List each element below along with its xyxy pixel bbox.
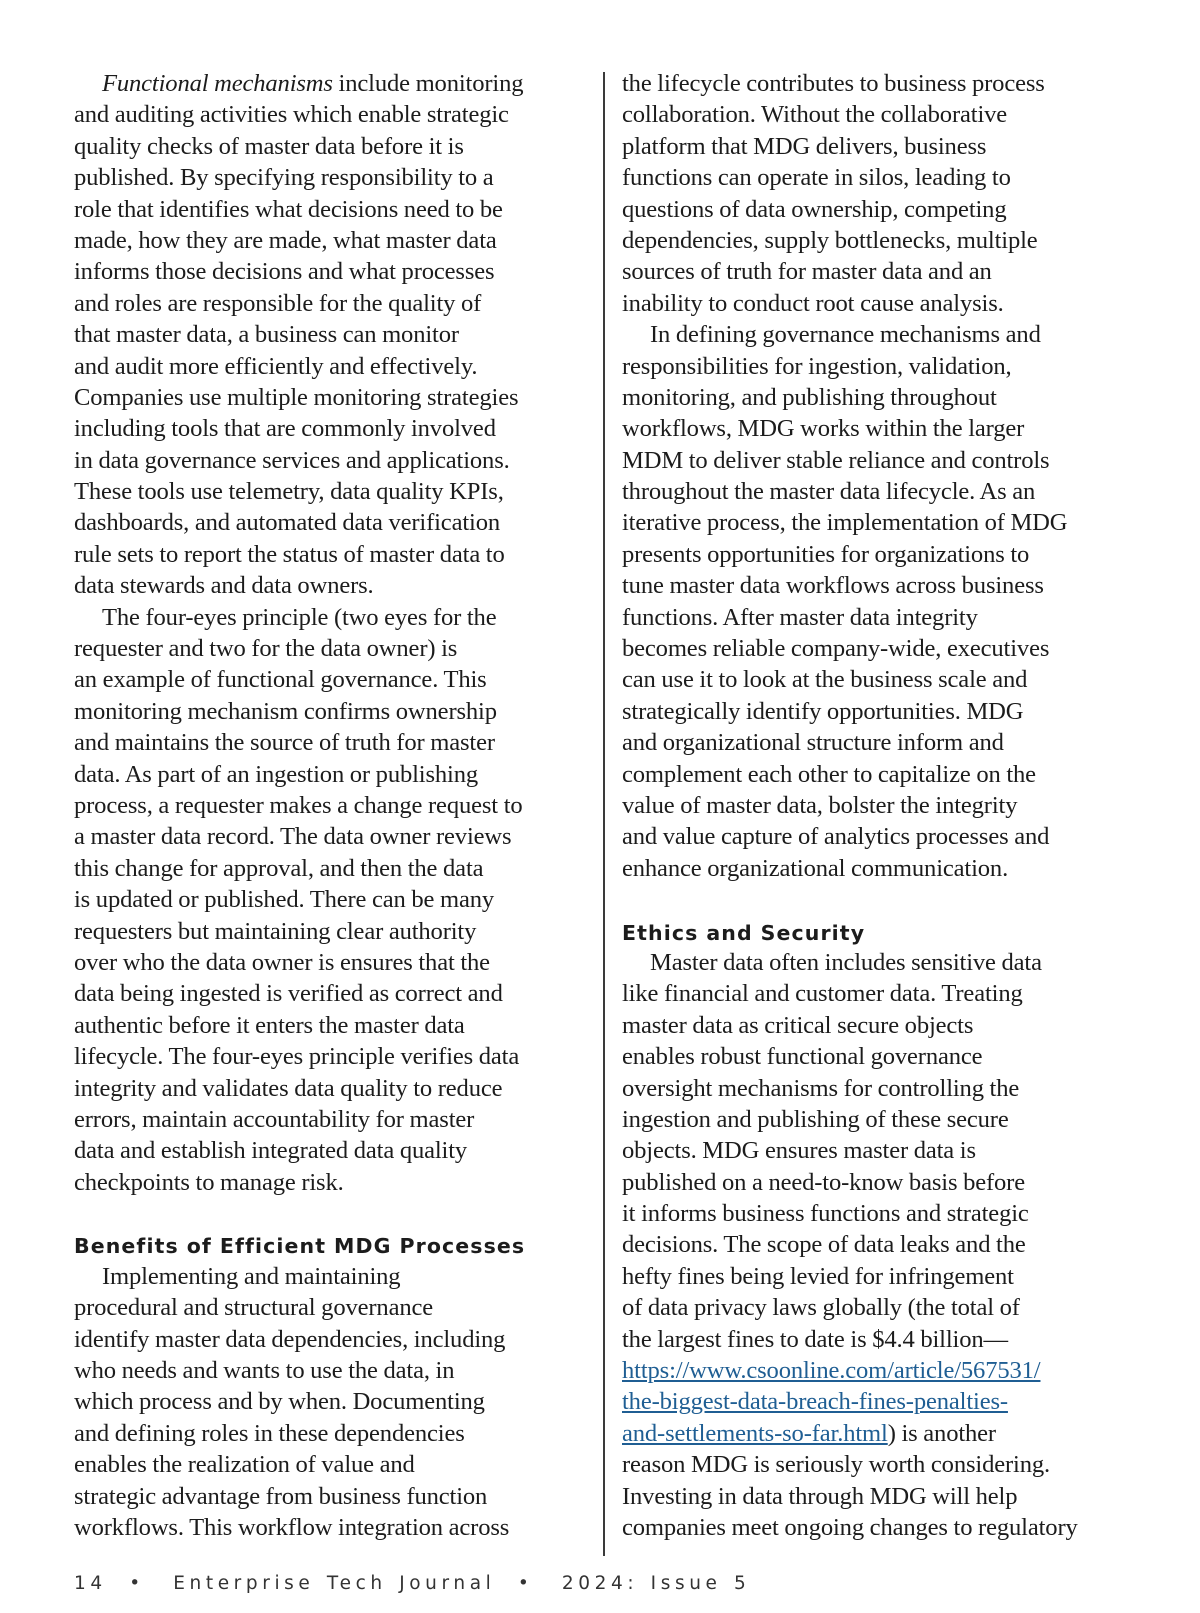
paragraph-line: of data privacy laws globally (the total of: [622, 1294, 1020, 1322]
paragraph-line: checkpoints to manage risk.: [74, 1168, 344, 1196]
paragraph-line: master data as critical secure objects: [622, 1011, 974, 1039]
paragraph-line: becomes reliable company-wide, executives: [622, 635, 1050, 663]
paragraph-line: hefty fines being levied for infringement: [622, 1262, 1014, 1290]
paragraph-line: it informs business functions and strategic: [622, 1200, 1029, 1228]
paragraph-line: dashboards, and automated data verification: [74, 509, 500, 537]
paragraph-line: strategically identify opportunities. MDG: [622, 697, 1024, 725]
paragraph-line: and maintains the source of truth for master: [74, 729, 495, 757]
paragraph-line: including tools that are commonly involved: [74, 415, 496, 443]
paragraph-line: like financial and customer data. Treating: [622, 980, 1023, 1008]
paragraph-line: and audit more efficiently and effectively.: [74, 352, 478, 380]
paragraph-line: These tools use telemetry, data quality KPIs,: [74, 478, 504, 506]
paragraph-line: enables robust functional governance: [622, 1043, 983, 1071]
article-link[interactable]: the-biggest-data-breach-fines-penalties-: [622, 1388, 1008, 1416]
paragraph-line: throughout the master data lifecycle. As an: [622, 478, 1036, 506]
page-number: 14: [74, 1573, 107, 1594]
paragraph-line: [622, 1355, 1134, 1386]
italic-term: Functional mechanisms: [102, 70, 333, 97]
paragraph-line: procedural and structural governance: [74, 1294, 434, 1322]
paragraph-line: who needs and wants to use the data, in: [74, 1357, 455, 1385]
paragraph-line: presents opportunities for organizations to: [622, 540, 1030, 568]
paragraph-line: and-settlements-so-far.html) is another: [622, 1419, 996, 1447]
paragraph-benefits: [74, 1261, 586, 1544]
paragraph-line: The four-eyes principle (two eyes for the: [102, 603, 497, 631]
paragraph-line: informs those decisions and what processes: [74, 258, 495, 286]
paragraph-line: functions. After master data integrity: [622, 603, 978, 631]
paragraph-line: the lifecycle contributes to business process: [622, 70, 1045, 97]
paragraph-line: questions of data ownership, competing: [622, 195, 1007, 223]
paragraph-line: made, how they are made, what master data: [74, 226, 497, 254]
paragraph-line: responsibilities for ingestion, validation,: [622, 352, 1012, 380]
paragraph-line: and auditing activities which enable strategic: [74, 101, 509, 129]
paragraph-line: and organizational structure inform and: [622, 729, 1004, 757]
article-link[interactable]: and-settlements-so-far.html: [622, 1419, 888, 1447]
paragraph-line: ingestion and publishing of these secure: [622, 1105, 1009, 1133]
paragraph-line: collaboration. Without the collaborative: [622, 101, 1008, 129]
paragraph-line: role that identifies what decisions need to be: [74, 195, 503, 223]
paragraph-line: published on a need-to-know basis before: [622, 1168, 1025, 1196]
paragraph-line: Companies use multiple monitoring strategies: [74, 383, 519, 411]
paragraph-line: MDM to deliver stable reliance and controls: [622, 446, 1050, 474]
paragraph-line: oversight mechanisms for controlling the: [622, 1074, 1020, 1102]
left-column: [74, 68, 586, 1543]
paragraph-line: objects. MDG ensures master data is: [622, 1137, 976, 1165]
right-column: [622, 68, 1134, 1543]
paragraph-line: workflows. This workflow integration across: [74, 1513, 510, 1541]
footer-separator: •: [517, 1573, 534, 1594]
paragraph-line: quality checks of master data before it is: [74, 132, 464, 160]
paragraph-line: integrity and validates data quality to reduce: [74, 1074, 503, 1102]
paragraph-line: functions can operate in silos, leading to: [622, 164, 1011, 192]
paragraph-line: identify master data dependencies, including: [74, 1325, 506, 1353]
paragraph-ethics-end: [622, 1449, 1134, 1543]
paragraph-governance-mechanisms: [622, 319, 1134, 884]
footer-separator: •: [129, 1573, 145, 1594]
paragraph-line: iterative process, the implementation of MDG: [622, 509, 1068, 537]
paragraph-line: data. As part of an ingestion or publishing: [74, 760, 479, 788]
paragraph-line: process, a requester makes a change request to: [74, 791, 523, 819]
paragraph-four-eyes: [74, 602, 586, 1198]
paragraph-line: errors, maintain accountability for master: [74, 1105, 475, 1133]
paragraph-line: that master data, a business can monitor: [74, 321, 459, 349]
paragraph-line: and value capture of analytics processes and: [622, 823, 1050, 851]
paragraph-line: In defining governance mechanisms and: [650, 321, 1041, 349]
paragraph-line: Investing in data through MDG will help: [622, 1482, 1018, 1510]
paragraph-line: inability to conduct root cause analysis.: [622, 289, 1004, 317]
paragraph-line: enhance organizational communication.: [622, 854, 1009, 882]
paragraph-line: lifecycle. The four-eyes principle verifies data: [74, 1043, 520, 1071]
paragraph-line: workflows, MDG works within the larger: [622, 415, 1025, 443]
page-footer: [74, 1573, 750, 1594]
paragraph-line: value of master data, bolster the integrity: [622, 791, 1018, 819]
paragraph-gap: [622, 884, 1134, 915]
paragraph-line: a master data record. The data owner reviews: [74, 823, 512, 851]
section-heading-ethics: Ethics and Security: [622, 920, 866, 945]
article-link[interactable]: https://www.csoonline.com/article/567531/: [622, 1357, 1041, 1385]
paragraph-line: enables the realization of value and: [74, 1451, 415, 1479]
paragraph-line: authentic before it enters the master data: [74, 1011, 465, 1039]
paragraph-line: reason MDG is seriously worth considering.: [622, 1451, 1050, 1479]
paragraph-gap: [74, 1198, 586, 1229]
paragraph-line: and defining roles in these dependencies: [74, 1419, 465, 1447]
paragraph-line: requester and two for the data owner) is: [74, 635, 458, 663]
paragraph-line: dependencies, supply bottlenecks, multiple: [622, 226, 1038, 254]
paragraph-line: can use it to look at the business scale and: [622, 666, 1028, 694]
paragraph-line: Master data often includes sensitive data: [650, 948, 1042, 976]
paragraph-line: Functional mechanisms include monitoring: [102, 70, 524, 97]
paragraph-line: rule sets to report the status of master data to: [74, 540, 505, 568]
paragraph-line: sources of truth for master data and an: [622, 258, 992, 286]
paragraph-ethics: [622, 947, 1134, 1355]
section-heading-benefits: Benefits of Efficient MDG Processes: [74, 1234, 526, 1259]
paragraph-lifecycle: [622, 68, 1134, 319]
paragraph-line: the largest fines to date is $4.4 billion—: [622, 1325, 1008, 1353]
paragraph-line: data and establish integrated data quality: [74, 1137, 468, 1165]
paragraph-line: data being ingested is verified as correct and: [74, 980, 503, 1008]
paragraph-line: Implementing and maintaining: [102, 1262, 401, 1290]
paragraph-line: monitoring mechanism confirms ownership: [74, 697, 497, 725]
paragraph-line: is updated or published. There can be many: [74, 886, 495, 914]
paragraph-line: requesters but maintaining clear authority: [74, 917, 477, 945]
paragraph-line: an example of functional governance. This: [74, 666, 487, 694]
paragraph-line: this change for approval, and then the data: [74, 854, 484, 882]
paragraph-line: which process and by when. Documenting: [74, 1388, 485, 1416]
paragraph-line: and roles are responsible for the quality of: [74, 289, 482, 317]
paragraph-line: monitoring, and publishing throughout: [622, 383, 997, 411]
paragraph-line: over who the data owner is ensures that the: [74, 948, 490, 976]
paragraph-line: strategic advantage from business function: [74, 1482, 488, 1510]
paragraph-functional-mechanisms: [74, 99, 586, 601]
paragraph-line: in data governance services and applications.: [74, 446, 510, 474]
paragraph-line: decisions. The scope of data leaks and the: [622, 1231, 1026, 1259]
issue-label: 2024: Issue 5: [561, 1573, 751, 1594]
paragraph-line: tune master data workflows across business: [622, 572, 1044, 600]
publication-name: Enterprise Tech Journal: [173, 1573, 496, 1594]
paragraph-line: companies meet ongoing changes to regulatory: [622, 1513, 1078, 1541]
paragraph-line: complement each other to capitalize on the: [622, 760, 1036, 788]
paragraph-line: data stewards and data owners.: [74, 572, 374, 600]
paragraph-line: published. By specifying responsibility to a: [74, 164, 494, 192]
paragraph-line: platform that MDG delivers, business: [622, 132, 987, 160]
column-divider: [603, 72, 605, 1556]
paragraph-line: [622, 1386, 1134, 1417]
